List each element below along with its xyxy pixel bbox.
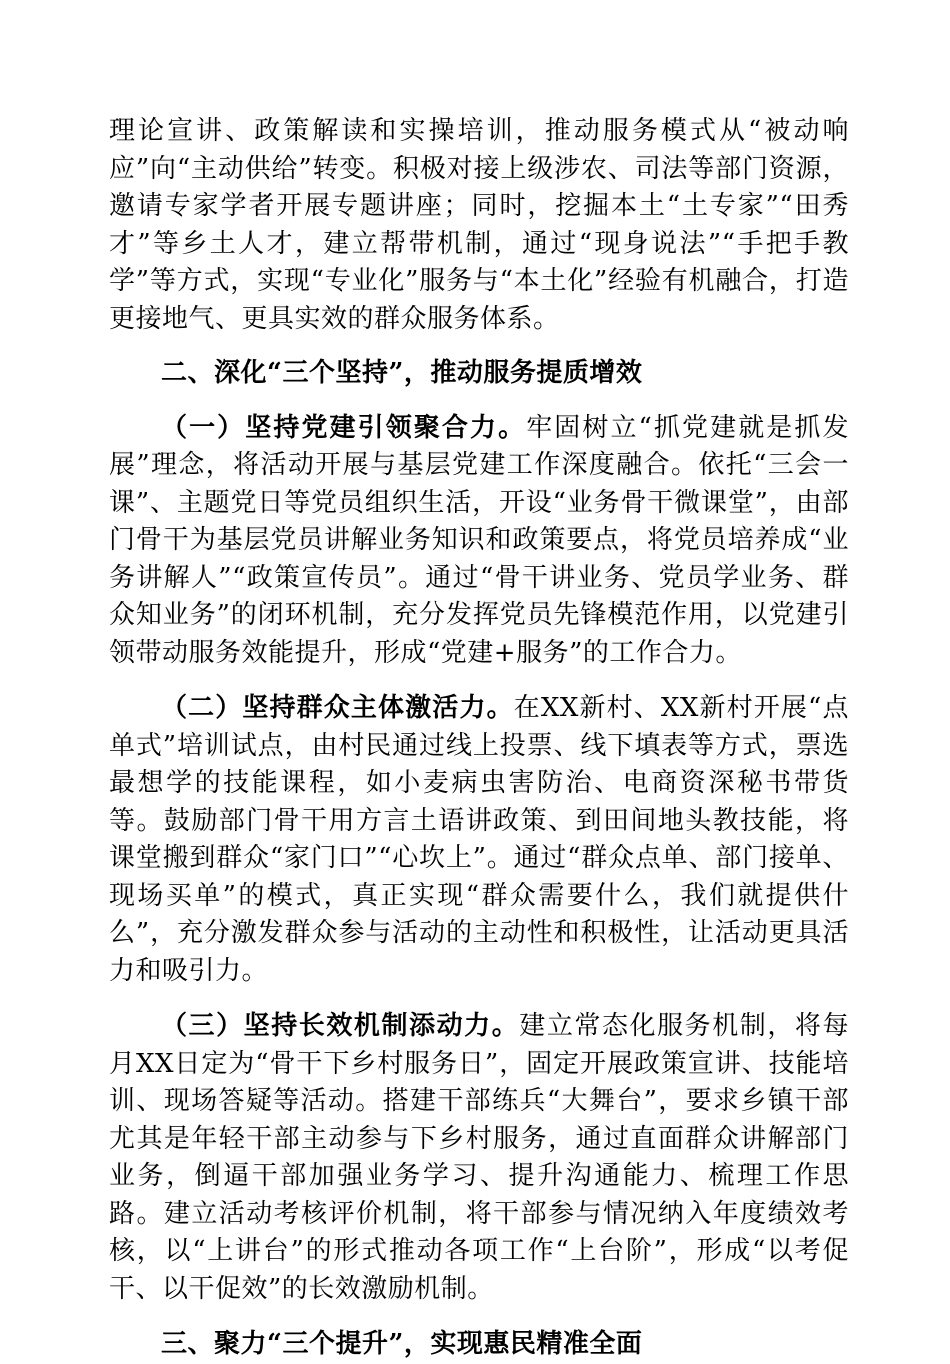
item-3-lead: （三）坚持长效机制添动力。 [161, 1011, 520, 1041]
item-1-lead: （一）坚持党建引领聚合力。 [161, 412, 527, 443]
section-heading-3: 三、聚力“三个提升”，实现惠民精准全面 [161, 1329, 643, 1359]
item-2-lead: （二）坚持群众主体激活力。 [161, 693, 514, 723]
item-3-paragraph [109, 1008, 849, 1308]
document-page [109, 113, 849, 1364]
section-heading-2: 二、深化“三个坚持”，推动服务提质增效 [161, 358, 643, 388]
item-2-body: 在XX新村、XX新村开展“点单式”培训试点，由村民通过线上投票、线下填表等方式，票选最想学的技能课程，如小麦病虫害防治、电商资深秘书带货等。鼓励部门骨干用方言土语讲政策、到田间地头教技能，将课堂搬到群众“家门口”“心坎上”。通过“群众点单、部门接单、现场买单”的模式，真正实现“群众需要什么，我们就提供什么”，充分激发群众参与活动的主动性和积极性，让活动更具活力和吸引力。 [109, 693, 849, 986]
item-2-paragraph [109, 690, 849, 990]
item-1-paragraph [109, 410, 849, 673]
item-1-body: 牢固树立“抓党建就是抓发展”理念，将活动开展与基层党建工作深度融合。依托“三会一课”、主题党日等党员组织生活，开设“业务骨干微课堂”，由部门骨干为基层党员讲解业务知识和政策要点，将党员培养成“业务讲解人”“政策宣传员”。通过“骨干讲业务、党员学业务、群众知业务”的闭环机制，充分发挥党员先锋模范作用，以党建引领带动服务效能提升，形成“党建+服务”的工作合力。 [109, 412, 849, 668]
intro-paragraph: 理论宣讲、政策解读和实操培训，推动服务模式从“被动响应”向“主动供给”转变。积极对接上级涉农、司法等部门资源，邀请专家学者开展专题讲座；同时，挖掘本土“土专家”“田秀才”等乡土人才，建立帮带机制，通过“现身说法”“手把手教学”等方式，实现“专业化”服务与“本土化”经验有机融合，打造更接地气、更具实效的群众服务体系。 [109, 116, 849, 334]
item-3-body: 建立常态化服务机制，将每月XX日定为“骨干下乡村服务日”，固定开展政策宣讲、技能培训、现场答疑等活动。搭建干部练兵“大舞台”，要求乡镇干部尤其是年轻干部主动参与下乡村服务，通过直面群众讲解部门业务，倒逼干部加强业务学习、提升沟通能力、梳理工作思路。建立活动考核评价机制，将干部参与情况纳入年度绩效考核，以“上讲台”的形式推动各项工作“上台阶”，形成“以考促干、以干促效”的长效激励机制。 [109, 1011, 849, 1304]
